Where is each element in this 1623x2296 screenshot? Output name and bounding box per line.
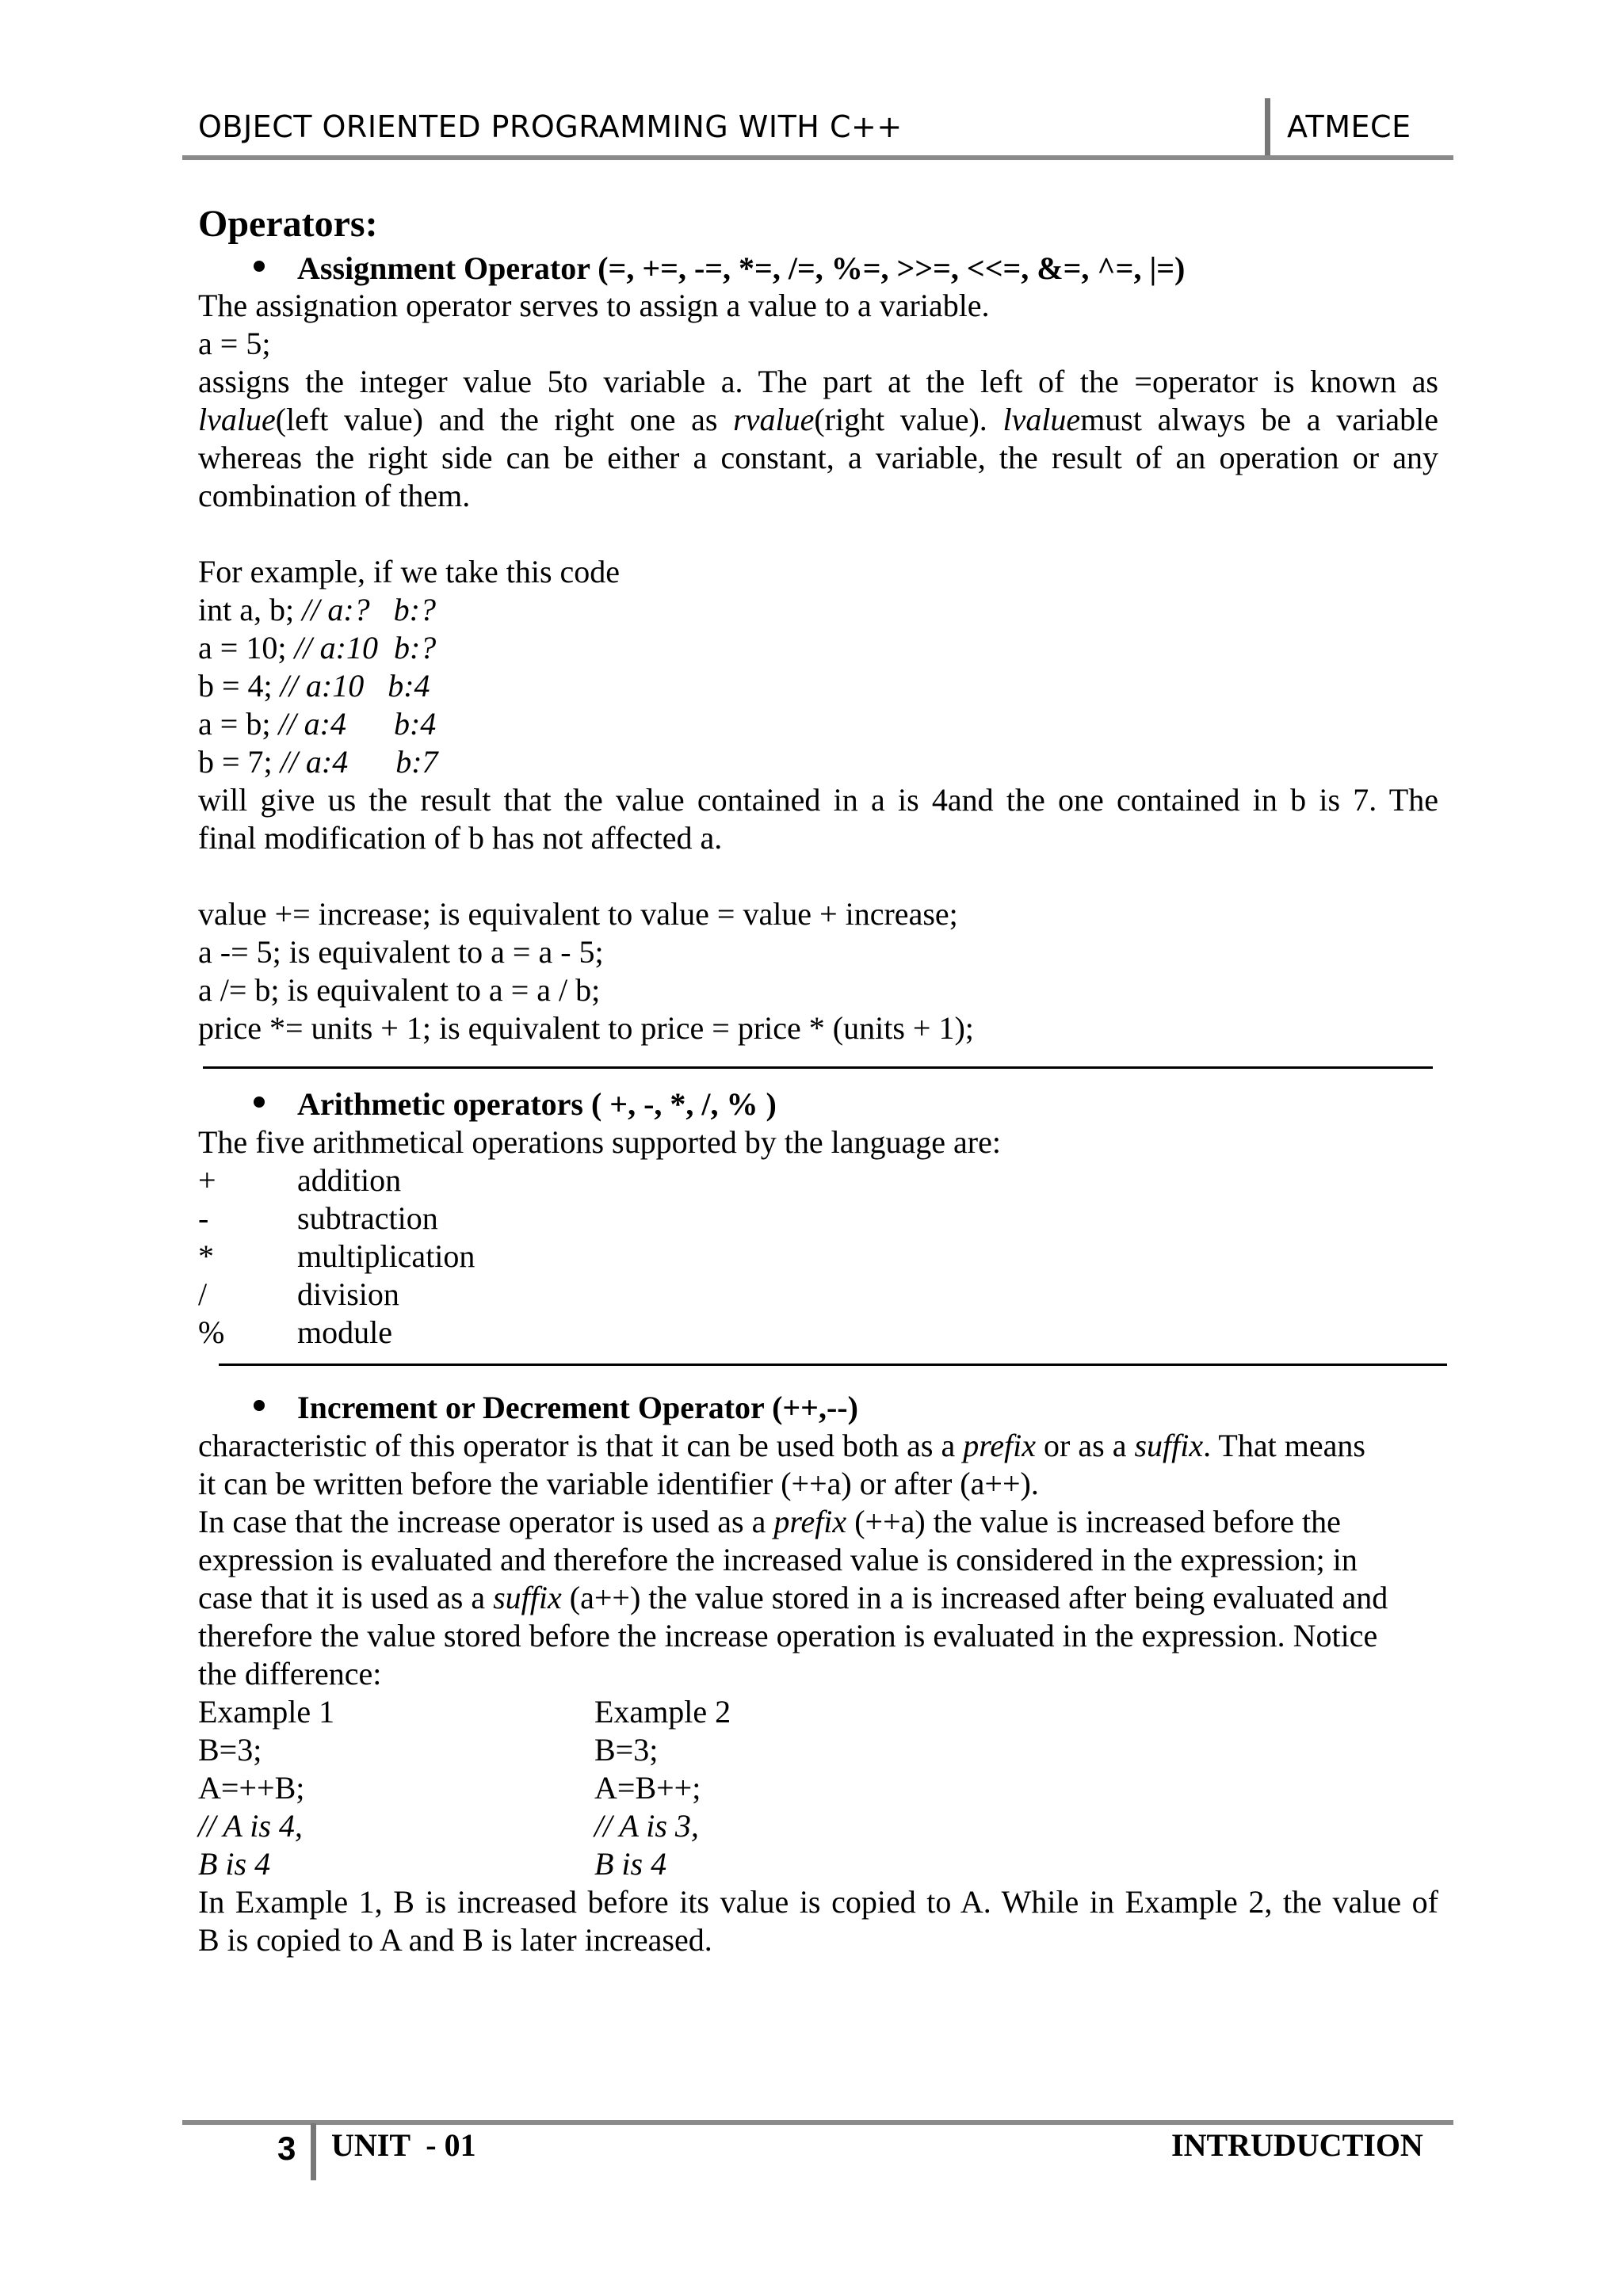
assignment-code: a = 5; — [198, 326, 271, 361]
footer-divider — [311, 2123, 316, 2180]
increment-section — [198, 1427, 1438, 1959]
header-institute: ATMECE — [1287, 109, 1411, 144]
operator-row: * multiplication — [198, 1238, 475, 1274]
example-row: Example 1 Example 2 — [198, 1694, 731, 1730]
arithmetic-intro: The five arithmetical operations supported by the language are: — [198, 1124, 1001, 1160]
example-line: a = 10; // a:10 b:? — [198, 630, 437, 666]
assignment-para-line: whereas the right side can be either a constant, a variable, the result of an operation or any — [198, 440, 1438, 475]
increment-para-line: expression is evaluated and therefore the increased value is considered in the expression; in — [198, 1542, 1358, 1577]
increment-para-line: In case that the increase operator is used as a prefix (++a) the value is increased before the — [198, 1504, 1341, 1539]
assignment-para-line: assigns the integer value 5to variable a. The part at the left of the =operator is known as — [198, 364, 1438, 399]
bullet-icon — [254, 261, 265, 272]
operator-row: - subtraction — [198, 1200, 438, 1236]
example-row: // A is 4, // A is 3, — [198, 1808, 699, 1844]
assignment-section — [198, 287, 1438, 1047]
example-line: a = b; // a:4 b:4 — [198, 706, 437, 742]
increment-para-line: the difference: — [198, 1656, 382, 1691]
section-divider — [219, 1363, 1447, 1366]
page-number: 3 — [277, 2130, 296, 2167]
footer-unit: UNIT - 01 — [331, 2127, 476, 2163]
arithmetic-section — [198, 1123, 1438, 1352]
operator-row: / division — [198, 1276, 399, 1312]
example-line: b = 7; // a:4 b:7 — [198, 744, 438, 780]
operator-row: % module — [198, 1314, 392, 1350]
equivalent-line: value += increase; is equivalent to value = value + increase; — [198, 896, 958, 932]
operator-row: + addition — [198, 1162, 402, 1198]
header-rule — [182, 155, 1453, 160]
header-course-title: OBJECT ORIENTED PROGRAMMING WITH C++ — [198, 109, 903, 144]
example-line: int a, b; // a:? b:? — [198, 592, 436, 627]
assignment-para-line: combination of them. — [198, 478, 471, 513]
result-line: final modification of b has not affected a. — [198, 820, 723, 856]
conclusion-line: B is copied to A and B is later increased. — [198, 1922, 712, 1958]
increment-heading: Increment or Decrement Operator (++,--) — [198, 1389, 230, 1538]
equivalent-line: a /= b; is equivalent to a = a / b; — [198, 972, 601, 1008]
result-line: will give us the result that the value contained in a is 4and the one contained in b is 7. The — [198, 782, 1438, 818]
increment-para-line: it can be written before the variable identifier (++a) or after (a++). — [198, 1466, 1039, 1501]
assignment-heading: Assignment Operator (=, +=, -=, *=, /=, %=, >>=, <<=, &=, ^=, |=) — [198, 250, 230, 399]
arithmetic-heading: Arithmetic operators ( +, -, *, /, % ) — [198, 1085, 230, 1234]
increment-para-line: therefore the value stored before the increase operation is evaluated in the expression. Notice — [198, 1618, 1378, 1653]
increment-para-line: case that it is used as a suffix (a++) the value stored in a is increased after being evaluated and — [198, 1580, 1388, 1615]
equivalent-line: a -= 5; is equivalent to a = a - 5; — [198, 934, 604, 970]
equivalent-line: price *= units + 1; is equivalent to price = price * (units + 1); — [198, 1010, 974, 1046]
assignment-para-line: lvalue(left value) and the right one as rvalue(right value). lvaluemust always be a variable — [198, 402, 1438, 437]
example-row: B is 4 B is 4 — [198, 1846, 667, 1882]
bullet-icon — [254, 1400, 265, 1411]
example-row: A=++B; A=B++; — [198, 1770, 701, 1806]
section-divider — [203, 1066, 1433, 1069]
example-line: b = 4; // a:10 b:4 — [198, 668, 430, 704]
section-title: Operators: — [198, 203, 378, 245]
header-divider — [1265, 98, 1270, 160]
assignment-intro: The assignation operator serves to assign a value to a variable. — [198, 288, 990, 323]
footer-chapter: INTRUDUCTION — [1171, 2127, 1423, 2163]
increment-para-line: characteristic of this operator is that it can be used both as a prefix or as a suffix. That means — [198, 1428, 1365, 1463]
conclusion-line: In Example 1, B is increased before its value is copied to A. While in Example 2, the value of — [198, 1884, 1438, 1920]
example-intro: For example, if we take this code — [198, 554, 621, 589]
example-row: B=3; B=3; — [198, 1732, 659, 1768]
footer-rule — [182, 2120, 1453, 2125]
bullet-icon — [254, 1097, 265, 1108]
